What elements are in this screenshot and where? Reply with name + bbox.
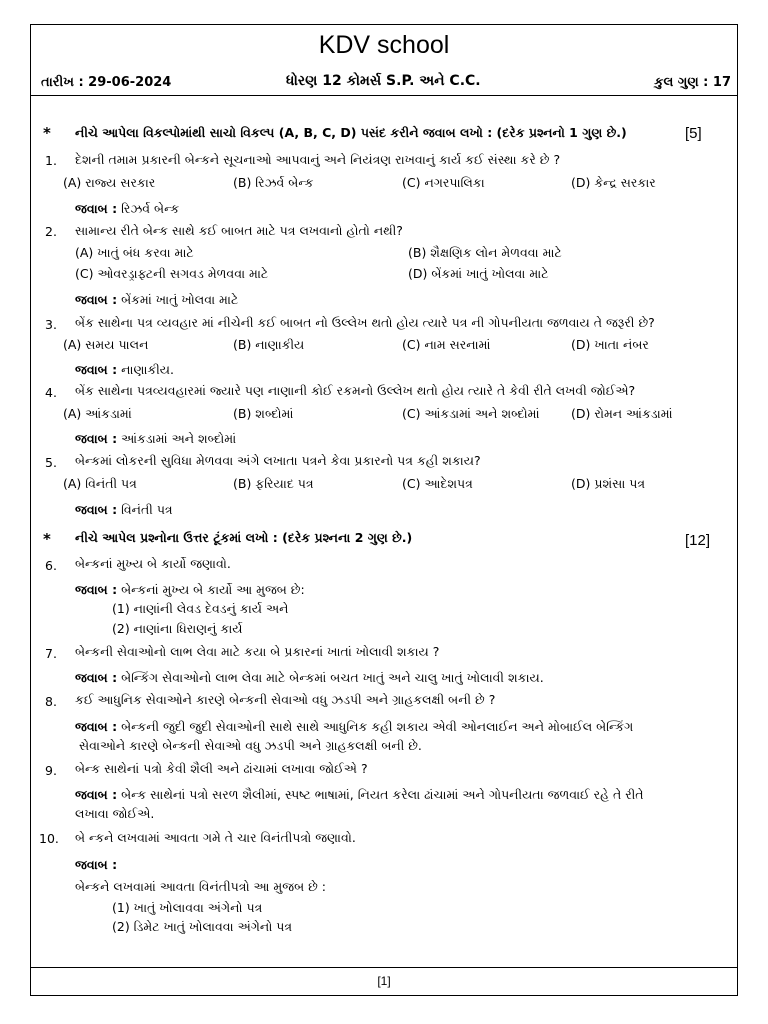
q2-option-d: (D) બેંકમાં ખાતું ખોલવા માટે — [408, 266, 549, 281]
q6-answer-text: બેન્કનાં મુખ્ય બે કાર્યો આ મુજબ છે: — [121, 582, 305, 597]
answer-label: જવાબ : — [75, 502, 118, 517]
q8-answer-line2: સેવાઓને કારણે બેન્કની સેવાઓ વધુ ઝડપી અને ગ્રાહકલક્ષી બની છે. — [79, 738, 422, 753]
q3-option-d: (D) ખાતા નંબર — [571, 337, 649, 352]
q9-number: 9. — [45, 763, 57, 778]
q1-option-c: (C) નગરપાલિકા — [402, 175, 485, 190]
q3-text: બેંક સાથેના પત્ર વ્યવહાર માં નીચેની કઈ બાબત નો ઉલ્લેખ થતો હોય ત્યારે પત્ર ની ગોપનીયતા જળવાય તે જરૂરી છે? — [75, 315, 655, 330]
q1-option-a: (A) રાજ્ય સરકાર — [63, 175, 156, 190]
section-a-marks: [5] — [685, 125, 702, 142]
q8-answer — [75, 719, 633, 735]
answer-label: જવાબ : — [75, 670, 118, 685]
q5-text: બેન્કમાં લોકરની સુવિધા મેળવવા અંગે લખાતા પત્રને કેવા પ્રકારનો પત્ર કહી શકાય? — [75, 453, 481, 468]
q4-option-c: (C) આંકડામાં અને શબ્દોમાં — [402, 406, 540, 421]
q7-text: બેન્કની સેવાઓનો લાભ લેવા માટે કયા બે પ્રકારનાં ખાતાં ખોલાવી શકાય ? — [75, 644, 440, 659]
q1-answer — [75, 201, 179, 217]
q1-text: દેશની તમામ પ્રકારની બેન્કને સૂચનાઓ આપવાનું અને નિયંત્રણ રાખવાનું કાર્ય કઈ સંસ્થા કરે છે ? — [75, 152, 561, 167]
q2-answer-text: બેંકમાં ખાતું ખોલવા માટે — [121, 292, 239, 307]
section-a-star: * — [43, 124, 51, 142]
q6-text: બેન્કનાં મુખ્ય બે કાર્યો જણાવો. — [75, 556, 231, 571]
q3-answer-text: નાણાકીય. — [121, 362, 175, 377]
exam-class: ધોરણ 12 કોમર્સ S.P. અને C.C. — [286, 73, 481, 89]
answer-label: જવાબ : — [75, 431, 118, 446]
answer-label: જવાબ : — [75, 292, 118, 307]
q3-answer — [75, 362, 174, 378]
q2-option-c: (C) ઓવરડ્રાફ્ટની સગવડ મેળવવા માટે — [75, 266, 269, 281]
q8-number: 8. — [45, 694, 57, 709]
q4-option-b: (B) શબ્દોમાં — [233, 406, 294, 421]
answer-label: જવાબ : — [75, 787, 118, 802]
header-divider — [31, 95, 737, 96]
page-number: [1] — [377, 974, 391, 988]
q10-text: બે ન્કને લખવામાં આવતા ગમે તે ચાર વિનંતીપત્રો જણાવો. — [75, 830, 356, 845]
q10-point-1: (1) ખાતું ખોલાવવા અંગેનો પત્ર — [112, 900, 263, 915]
q3-option-b: (B) નાણાકીય — [233, 337, 305, 352]
q9-answer — [75, 787, 644, 803]
q1-number: 1. — [45, 153, 57, 168]
q8-text: કઈ આધુનિક સેવાઓને કારણે બેન્કની સેવાઓ વધુ ઝડપી અને ગ્રાહકલક્ષી બની છે ? — [75, 692, 496, 707]
exam-date: તારીખ : 29-06-2024 — [41, 75, 172, 90]
q5-option-d: (D) પ્રશંસા પત્ર — [571, 476, 646, 491]
q1-option-d: (D) કેન્દ્ર સરકાર — [571, 175, 656, 190]
q10-number: 10. — [39, 831, 59, 846]
q2-option-b: (B) શૈક્ષણિક લોન મેળવવા માટે — [408, 245, 562, 260]
exam-page — [30, 24, 738, 996]
answer-label: જવાબ : — [75, 201, 118, 216]
total-marks: કુલ ગુણ : 17 — [654, 75, 731, 90]
q6-point-1: (1) નાણાંની લેવડ દેવડનું કાર્ય અને — [112, 601, 289, 616]
q5-answer-text: વિનંતી પત્ર — [121, 502, 173, 517]
q8-answer-line1: બેન્કની જુદી જુદી સેવાઓની સાથે સાથે આધુનિક કહી શકાય એવી ઓનલાઈન અને મોબાઈલ બેન્કિંગ — [121, 719, 634, 734]
q6-point-2: (2) નાણાંના ધિરાણનું કાર્ય — [112, 621, 243, 636]
q2-number: 2. — [45, 224, 57, 239]
q5-number: 5. — [45, 455, 57, 470]
answer-label: જવાબ : — [75, 362, 118, 377]
q7-number: 7. — [45, 646, 57, 661]
q3-option-c: (C) નામ સરનામાં — [402, 337, 491, 352]
q2-option-a: (A) ખાતું બંધ કરવા માટે — [75, 245, 194, 260]
q5-option-a: (A) વિનંતી પત્ર — [63, 476, 137, 491]
q9-text: બેન્ક સાથેનાં પત્રો કેવી શૈલી અને ઢાંચામાં લખાવા જોઈએ ? — [75, 761, 368, 776]
q9-answer-line2: લખાવા જોઈએ. — [75, 806, 155, 821]
q4-answer — [75, 431, 236, 447]
footer-divider — [31, 967, 737, 968]
q4-text: બેંક સાથેના પત્રવ્યવહારમાં જ્યારે પણ નાણાની કોઈ રકમનો ઉલ્લેખ થતો હોય ત્યારે તે કેવી રીતે લખવી જોઈએ? — [75, 383, 636, 398]
q4-number: 4. — [45, 385, 57, 400]
section-a-instruction: નીચે આપેલા વિકલ્પોમાંથી સાચો વિકલ્પ (A, B, C, D) પસંદ કરીને જવાબ લખો : (દરેક પ્રશ્નનો 1 ગુણ છે.) — [75, 125, 627, 140]
q5-answer — [75, 502, 173, 518]
q10-answer-intro: બેન્કને લખવામાં આવતા વિનંતીપત્રો આ મુજબ છે : — [75, 879, 326, 894]
q4-option-d: (D) રોમન આંકડામાં — [571, 406, 673, 421]
q4-answer-text: આંકડામાં અને શબ્દોમાં — [121, 431, 237, 446]
q5-option-c: (C) આદેશપત્ર — [402, 476, 473, 491]
section-b-star: * — [43, 530, 51, 548]
answer-label: જવાબ : — [75, 582, 118, 597]
answer-label: જવાબ : — [75, 719, 118, 734]
q7-answer-text: બેન્કિંગ સેવાઓનો લાભ લેવા માટે બેન્કમાં બચત ખાતું અને ચાલુ ખાતું ખોલાવી શકાય. — [121, 670, 544, 685]
q3-option-a: (A) સમય પાલન — [63, 337, 149, 352]
q10-answer-label: જવાબ : — [75, 857, 118, 872]
school-name: KDV school — [318, 31, 450, 59]
q6-answer — [75, 582, 305, 598]
q3-number: 3. — [45, 317, 57, 332]
q10-point-2: (2) ડિમેટ ખાતું ખોલાવવા અંગેનો પત્ર — [112, 919, 293, 934]
q2-text: સામાન્ય રીતે બેન્ક સાથે કઈ બાબત માટે પત્ર લખવાનો હોતો નથી? — [75, 223, 403, 238]
q6-number: 6. — [45, 558, 57, 573]
q1-answer-text: રિઝર્વ બેન્ક — [121, 201, 180, 216]
q5-option-b: (B) ફરિયાદ પત્ર — [233, 476, 314, 491]
q4-option-a: (A) આંકડામાં — [63, 406, 132, 421]
section-b-marks: [12] — [685, 532, 711, 549]
section-b-instruction: નીચે આપેલ પ્રશ્નોના ઉત્તર ટૂંકમાં લખો : (દરેક પ્રશ્નના 2 ગુણ છે.) — [75, 530, 413, 545]
q9-answer-line1: બેન્ક સાથેનાં પત્રો સરળ શૈલીમાં, સ્પષ્ટ ભાષામાં, નિયત કરેલા ઢાંચામાં અને ગોપનીયતા જળવાઈ રહે તે રીતે — [121, 787, 644, 802]
q7-answer — [75, 670, 544, 686]
q2-answer — [75, 292, 238, 308]
q1-option-b: (B) રિઝર્વ બેન્ક — [233, 175, 314, 190]
